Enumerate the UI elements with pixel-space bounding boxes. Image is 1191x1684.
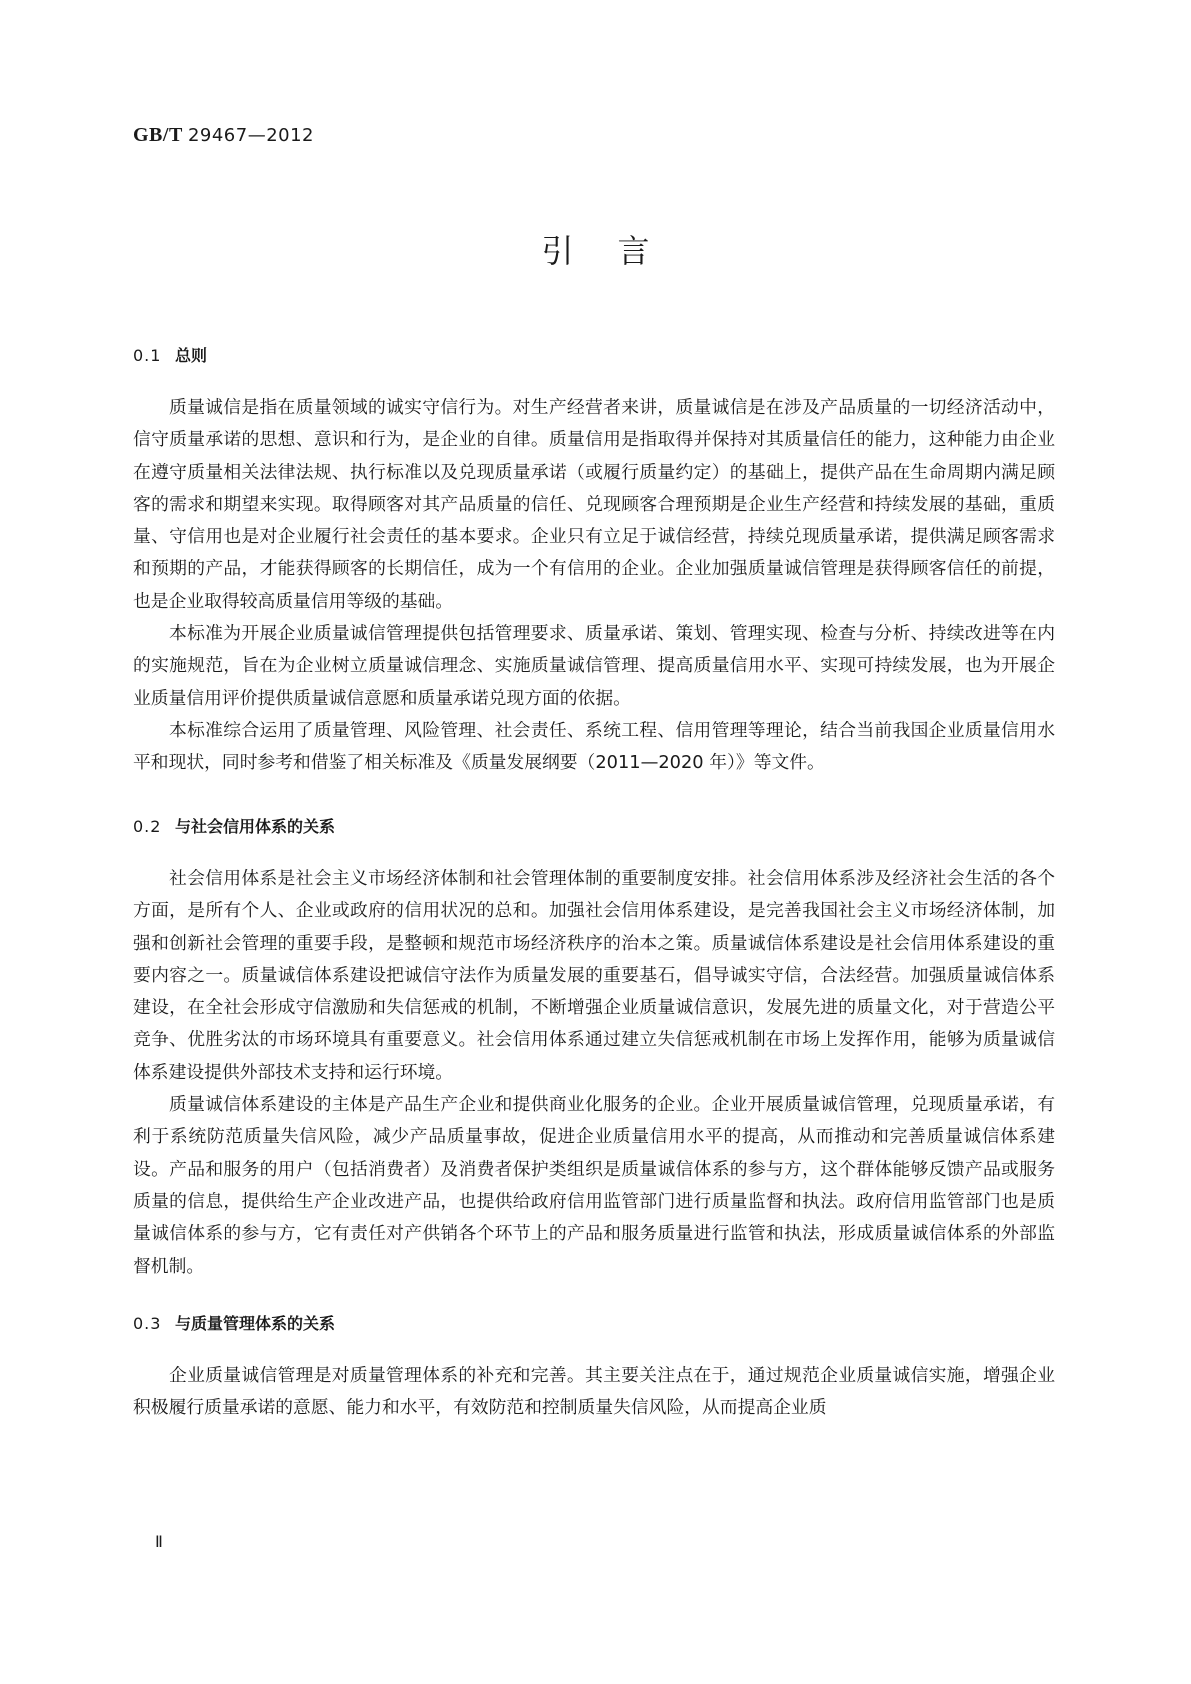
- paragraph: 本标准为开展企业质量诚信管理提供包括管理要求、质量承诺、策划、管理实现、检查与分析、持续改进等在内的实施规范，旨在为企业树立质量诚信理念、实施质量诚信管理、提高质量信用水平、实现可持续发展，也为开展企业质量信用评价提供质量诚信意愿和质量承诺兑现方面的依据。: [133, 623, 1055, 709]
- page-number: Ⅱ: [155, 1534, 163, 1551]
- section-title: 与质量管理体系的关系: [175, 1314, 336, 1333]
- standard-code: [133, 124, 314, 147]
- section-heading-0-2: [133, 814, 335, 837]
- paragraph: 企业质量诚信管理是对质量管理体系的补充和完善。其主要关注点在于，通过规范企业质量诚信实施，增强企业积极履行质量承诺的意愿、能力和水平，有效防范和控制质量失信风险，从而提高企业质: [133, 1365, 1055, 1419]
- paragraph: 社会信用体系是社会主义市场经济体制和社会管理体制的重要制度安排。社会信用体系涉及经济社会生活的各个方面，是所有个人、企业或政府的信用状况的总和。加强社会信用体系建设，是完善我国社会主义市场经济体制，加强和创新社会管理的重要手段，是整顿和规范市场经济秩序的治本之策。质量诚信体系建设是社会信用体系建设的重要内容之一。质量诚信体系建设把诚信守法作为质量发展的重要基石，倡导诚实守信，合法经营。加强质量诚信体系建设，在全社会形成守信激励和失信惩戒的机制，不断增强企业质量诚信意识，发展先进的质量文化，对于营造公平竞争、优胜劣汰的市场环境具有重要意义。社会信用体系通过建立失信惩戒机制在市场上发挥作用，能够为质量诚信体系建设提供外部技术支持和运行环境。: [133, 868, 1055, 1083]
- paragraph: 本标准综合运用了质量管理、风险管理、社会责任、系统工程、信用管理等理论，结合当前我国企业质量信用水平和现状，同时参考和借鉴了相关标准及《质量发展纲要（2011—2020 年）》等文件。: [133, 719, 1055, 774]
- section-body-0-1: [133, 392, 1055, 780]
- section-heading-0-1: [133, 343, 207, 366]
- page-title: 引言: [541, 232, 694, 270]
- paragraph: 质量诚信是指在质量领域的诚实守信行为。对生产经营者来讲，质量诚信是在涉及产品质量的一切经济活动中，信守质量承诺的思想、意识和行为，是企业的自律。质量信用是指取得并保持对其质量信任的能力，这种能力由企业在遵守质量相关法律法规、执行标准以及兑现质量承诺（或履行质量约定）的基础上，提供产品在生命周期内满足顾客的需求和期望来实现。取得顾客对其产品质量的信任、兑现顾客合理预期是企业生产经营和持续发展的基础，重质量、守信用也是对企业履行社会责任的基本要求。企业只有立足于诚信经营，持续兑现质量承诺，提供满足顾客需求和预期的产品，才能获得顾客的长期信任，成为一个有信用的企业。企业加强质量诚信管理是获得顾客信任的前提，也是企业取得较高质量信用等级的基础。: [133, 397, 1055, 612]
- section-number: 0.2: [133, 817, 162, 836]
- standard-number: 29467—2012: [187, 125, 315, 146]
- section-title: 与社会信用体系的关系: [175, 817, 336, 836]
- section-body-0-3: [133, 1360, 1055, 1425]
- standard-prefix: GB/T: [133, 124, 183, 146]
- section-number: 0.3: [133, 1314, 162, 1333]
- section-heading-0-3: [133, 1311, 335, 1334]
- section-title: 总则: [175, 346, 208, 365]
- paragraph: 质量诚信体系建设的主体是产品生产企业和提供商业化服务的企业。企业开展质量诚信管理，兑现质量承诺，有利于系统防范质量失信风险，减少产品质量事故，促进企业质量信用水平的提高，从而推动和完善质量诚信体系建设。产品和服务的用户（包括消费者）及消费者保护类组织是质量诚信体系的参与方，这个群体能够反馈产品或服务质量的信息，提供给生产企业改进产品，也提供给政府信用监管部门进行质量监督和执法。政府信用监管部门也是质量诚信体系的参与方，它有责任对产供销各个环节上的产品和服务质量进行监管和执法，形成质量诚信体系的外部监督机制。: [133, 1094, 1055, 1277]
- section-body-0-2: [133, 863, 1055, 1283]
- section-number: 0.1: [133, 346, 162, 365]
